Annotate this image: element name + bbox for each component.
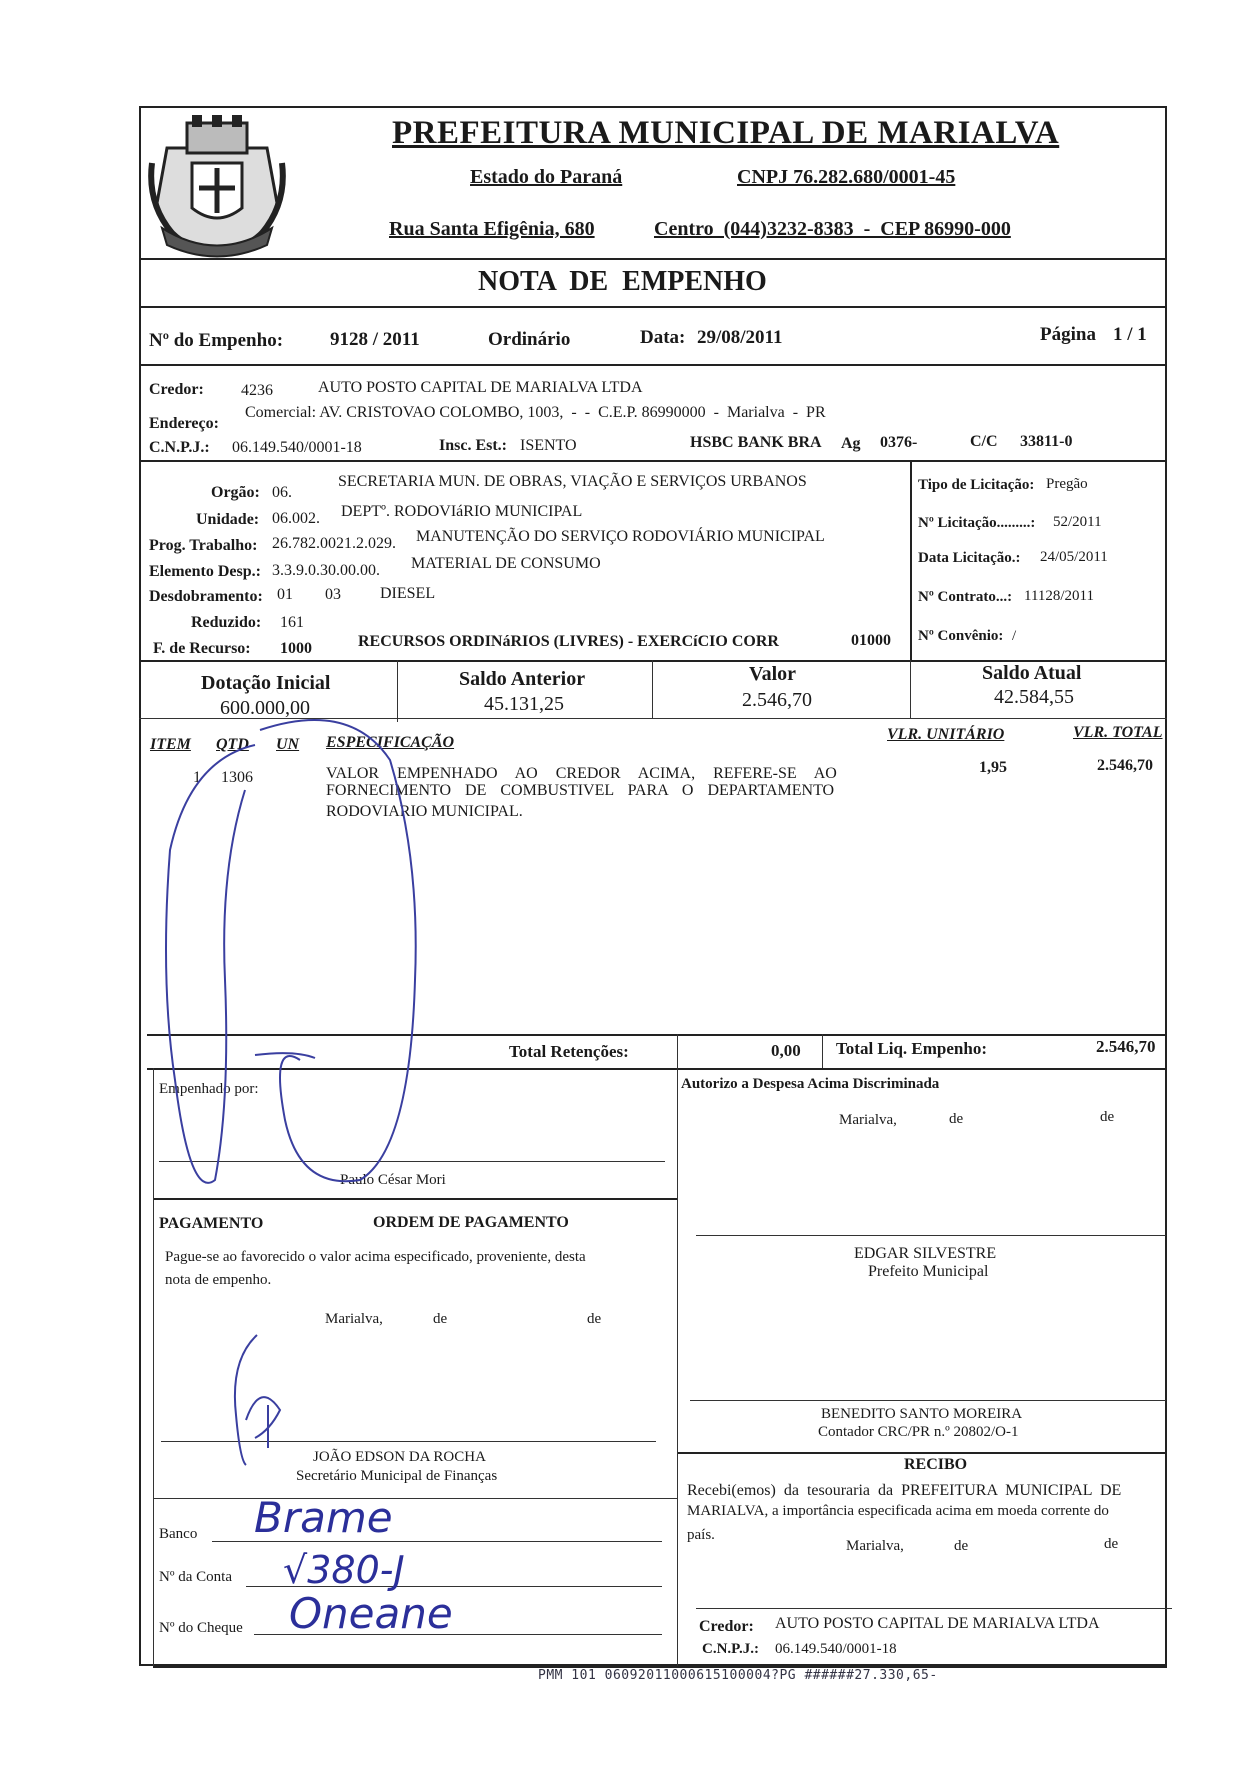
row-total: 2.546,70 bbox=[1097, 757, 1153, 774]
fonte-label: F. de Recurso: bbox=[153, 640, 251, 657]
recibo-cnpj-label: C.N.P.J.: bbox=[702, 1641, 759, 1657]
reduzido-label: Reduzido: bbox=[191, 614, 262, 631]
row-qtd: 1306 bbox=[221, 769, 253, 786]
contador-name: BENEDITO SANTO MOREIRA bbox=[821, 1406, 1023, 1422]
col-qtd: QTD bbox=[216, 736, 249, 753]
col-un: UN bbox=[276, 736, 300, 753]
recibo-de2: de bbox=[1104, 1536, 1119, 1552]
elem-name: MATERIAL DE CONSUMO bbox=[411, 555, 601, 572]
autorizo-city: Marialva, bbox=[839, 1112, 897, 1128]
desd-label: Desdobramento: bbox=[149, 588, 263, 605]
contador-role: Contador CRC/PR n.º 20802/O-1 bbox=[818, 1424, 1019, 1440]
page-label: Página bbox=[1040, 324, 1096, 345]
valor-label: Valor bbox=[749, 663, 797, 685]
cheque-handwritten: Oneane bbox=[289, 1589, 453, 1638]
col-item: ITEM bbox=[150, 736, 191, 753]
convenio-label: Nº Convênio: bbox=[918, 628, 1004, 644]
valor-value: 2.546,70 bbox=[742, 689, 812, 711]
recibo-line1: Recebi(emos) da tesouraria da PREFEITURA MUNICIPAL DE bbox=[687, 1482, 1122, 1499]
doc-title: NOTA DE EMPENHO bbox=[478, 266, 767, 297]
unidade-name: DEPTº. RODOVIáRIO MUNICIPAL bbox=[341, 503, 583, 520]
row-spec-line1: VALOR EMPENHADO AO CREDOR ACIMA, REFERE-SE AO bbox=[326, 765, 837, 782]
recibo-cnpj: 06.149.540/0001-18 bbox=[775, 1641, 897, 1657]
pagamento-de1: de bbox=[433, 1311, 448, 1327]
autorizo-label: Autorizo a Despesa Acima Discriminada bbox=[681, 1076, 940, 1092]
bank-cc: 33811-0 bbox=[1020, 433, 1073, 450]
row-spec-line2: FORNECIMENTO DE COMBUSTIVEL PARA O DEPARTAMENTO bbox=[326, 782, 835, 799]
ie-value: ISENTO bbox=[520, 437, 577, 454]
header-title: PREFEITURA MUNICIPAL DE MARIALVA bbox=[392, 115, 1060, 151]
header-center-phone-cep: Centro (044)3232-8383 - CEP 86990-000 bbox=[654, 218, 1011, 240]
recibo-credor-label: Credor: bbox=[699, 1618, 754, 1635]
conta-handwritten: √380-J bbox=[283, 1548, 405, 1592]
unidade-label: Unidade: bbox=[196, 511, 260, 528]
conta-label: Nº da Conta bbox=[159, 1569, 232, 1585]
row-item: 1 bbox=[193, 769, 201, 786]
empenhado-name: Paulo César Mori bbox=[340, 1172, 446, 1188]
prog-label: Prog. Trabalho: bbox=[149, 537, 258, 554]
empenho-label: Nº do Empenho: bbox=[149, 330, 284, 351]
contrato-label: Nº Contrato...: bbox=[918, 589, 1013, 605]
col-unit: VLR. UNITÁRIO bbox=[887, 726, 1005, 743]
col-total: VLR. TOTAL bbox=[1073, 724, 1163, 741]
pagamento-city: Marialva, bbox=[325, 1311, 383, 1327]
recibo-line2: MARIALVA, a importância especificada acima em moeda corrente do bbox=[687, 1503, 1109, 1519]
prog-name: MANUTENÇÃO DO SERVIÇO RODOVIÁRIO MUNICIPAL bbox=[416, 528, 825, 545]
secretario-name: JOÃO EDSON DA ROCHA bbox=[313, 1449, 486, 1465]
credor-code: 4236 bbox=[241, 382, 273, 399]
saldo-anterior-value: 45.131,25 bbox=[484, 693, 564, 715]
pagamento-text-line1: Pague-se ao favorecido o valor acima especificado, proveniente, desta bbox=[165, 1249, 586, 1265]
header-street: Rua Santa Efigênia, 680 bbox=[389, 218, 595, 240]
empenho-type: Ordinário bbox=[488, 329, 571, 350]
empenho-number: 9128 / 2011 bbox=[330, 329, 420, 350]
desd-name: DIESEL bbox=[380, 585, 436, 602]
address-label: Endereço: bbox=[149, 415, 219, 432]
fonte-code: 1000 bbox=[280, 640, 312, 657]
autorizo-de1: de bbox=[949, 1111, 964, 1127]
credor-label: Credor: bbox=[149, 381, 204, 398]
mayor-role: Prefeito Municipal bbox=[868, 1263, 989, 1280]
page-number: 1 / 1 bbox=[1113, 324, 1147, 345]
header-state: Estado do Paraná bbox=[470, 166, 623, 188]
licitacao-data-label: Data Licitação.: bbox=[918, 550, 1021, 566]
credor-cnpj: 06.149.540/0001-18 bbox=[232, 439, 362, 456]
orgao-code: 06. bbox=[272, 484, 292, 501]
saldo-atual-value: 42.584,55 bbox=[994, 686, 1074, 708]
recibo-label: RECIBO bbox=[904, 1456, 968, 1473]
convenio-value: / bbox=[1012, 628, 1017, 644]
total-liq-label: Total Liq. Empenho: bbox=[836, 1039, 987, 1058]
bank-ag: 0376- bbox=[880, 434, 918, 451]
desd-b: 03 bbox=[325, 586, 341, 603]
elem-label: Elemento Desp.: bbox=[149, 563, 261, 580]
licitacao-num: 52/2011 bbox=[1053, 514, 1102, 530]
saldo-atual-label: Saldo Atual bbox=[982, 662, 1082, 684]
pagamento-text-line2: nota de empenho. bbox=[165, 1272, 272, 1288]
col-spec: ESPECIFICAÇÃO bbox=[326, 734, 455, 751]
autorizo-de2: de bbox=[1100, 1109, 1115, 1125]
total-liq-value: 2.546,70 bbox=[1096, 1037, 1156, 1056]
elem-code: 3.3.9.0.30.00.00. bbox=[272, 562, 380, 579]
orgao-label: Orgão: bbox=[211, 484, 260, 501]
desd-a: 01 bbox=[277, 586, 293, 603]
orgao-name: SECRETARIA MUN. DE OBRAS, VIAÇÃO E SERVIÇOS URBANOS bbox=[338, 473, 807, 490]
ie-label: Insc. Est.: bbox=[439, 437, 508, 454]
address-value: Comercial: AV. CRISTOVAO COLOMBO, 1003, - - C.E.P. 86990000 - Marialva - PR bbox=[245, 404, 826, 421]
secretario-role: Secretário Municipal de Finanças bbox=[296, 1468, 498, 1484]
dotacao-value: 600.000,00 bbox=[220, 697, 310, 719]
banco-label: Banco bbox=[159, 1526, 198, 1542]
unidade-code: 06.002. bbox=[272, 510, 320, 527]
prog-code: 26.782.0021.2.029. bbox=[272, 535, 396, 552]
contrato-value: 11128/2011 bbox=[1024, 588, 1094, 604]
recibo-line3: país. bbox=[687, 1527, 715, 1543]
empenho-date-label: Data: bbox=[640, 327, 686, 348]
footer-code: PMM 101 06092011000615100004?PG ######27.330,65- bbox=[538, 1668, 938, 1683]
recibo-city: Marialva, bbox=[846, 1538, 904, 1554]
pagamento-label: PAGAMENTO bbox=[159, 1215, 264, 1232]
ordem-pagamento-label: ORDEM DE PAGAMENTO bbox=[373, 1214, 569, 1231]
bank-cc-label: C/C bbox=[970, 433, 998, 450]
reduzido-value: 161 bbox=[280, 614, 304, 631]
row-unit: 1,95 bbox=[979, 759, 1007, 776]
pagamento-de2: de bbox=[587, 1311, 602, 1327]
licitacao-num-label: Nº Licitação.........: bbox=[918, 515, 1036, 531]
banco-handwritten: Brame bbox=[254, 1493, 393, 1542]
credor-cnpj-label: C.N.P.J.: bbox=[149, 439, 210, 456]
fonte-num: 01000 bbox=[851, 632, 891, 649]
licitacao-tipo: Pregão bbox=[1046, 476, 1088, 492]
fonte-name: RECURSOS ORDINáRIOS (LIVRES) - EXERCíCIO CORR bbox=[358, 633, 779, 650]
credor-name: AUTO POSTO CAPITAL DE MARIALVA LTDA bbox=[318, 379, 643, 396]
licitacao-tipo-label: Tipo de Licitação: bbox=[918, 477, 1035, 493]
bank-ag-label: Ag bbox=[841, 435, 861, 452]
recibo-credor: AUTO POSTO CAPITAL DE MARIALVA LTDA bbox=[775, 1615, 1100, 1632]
empenho-date: 29/08/2011 bbox=[697, 327, 783, 348]
empenhado-label: Empenhado por: bbox=[159, 1081, 259, 1097]
recibo-de1: de bbox=[954, 1538, 969, 1554]
licitacao-data: 24/05/2011 bbox=[1040, 549, 1108, 565]
header-cnpj: CNPJ 76.282.680/0001-45 bbox=[737, 166, 956, 188]
retencoes-value: 0,00 bbox=[771, 1041, 801, 1060]
row-spec-line3: RODOVIARIO MUNICIPAL. bbox=[326, 803, 523, 820]
retencoes-label: Total Retenções: bbox=[509, 1042, 629, 1061]
bank-name: HSBC BANK BRA bbox=[690, 434, 822, 451]
saldo-anterior-label: Saldo Anterior bbox=[459, 668, 586, 690]
mayor-name: EDGAR SILVESTRE bbox=[854, 1245, 997, 1262]
cheque-label: Nº do Cheque bbox=[159, 1620, 243, 1636]
dotacao-label: Dotação Inicial bbox=[201, 672, 331, 694]
